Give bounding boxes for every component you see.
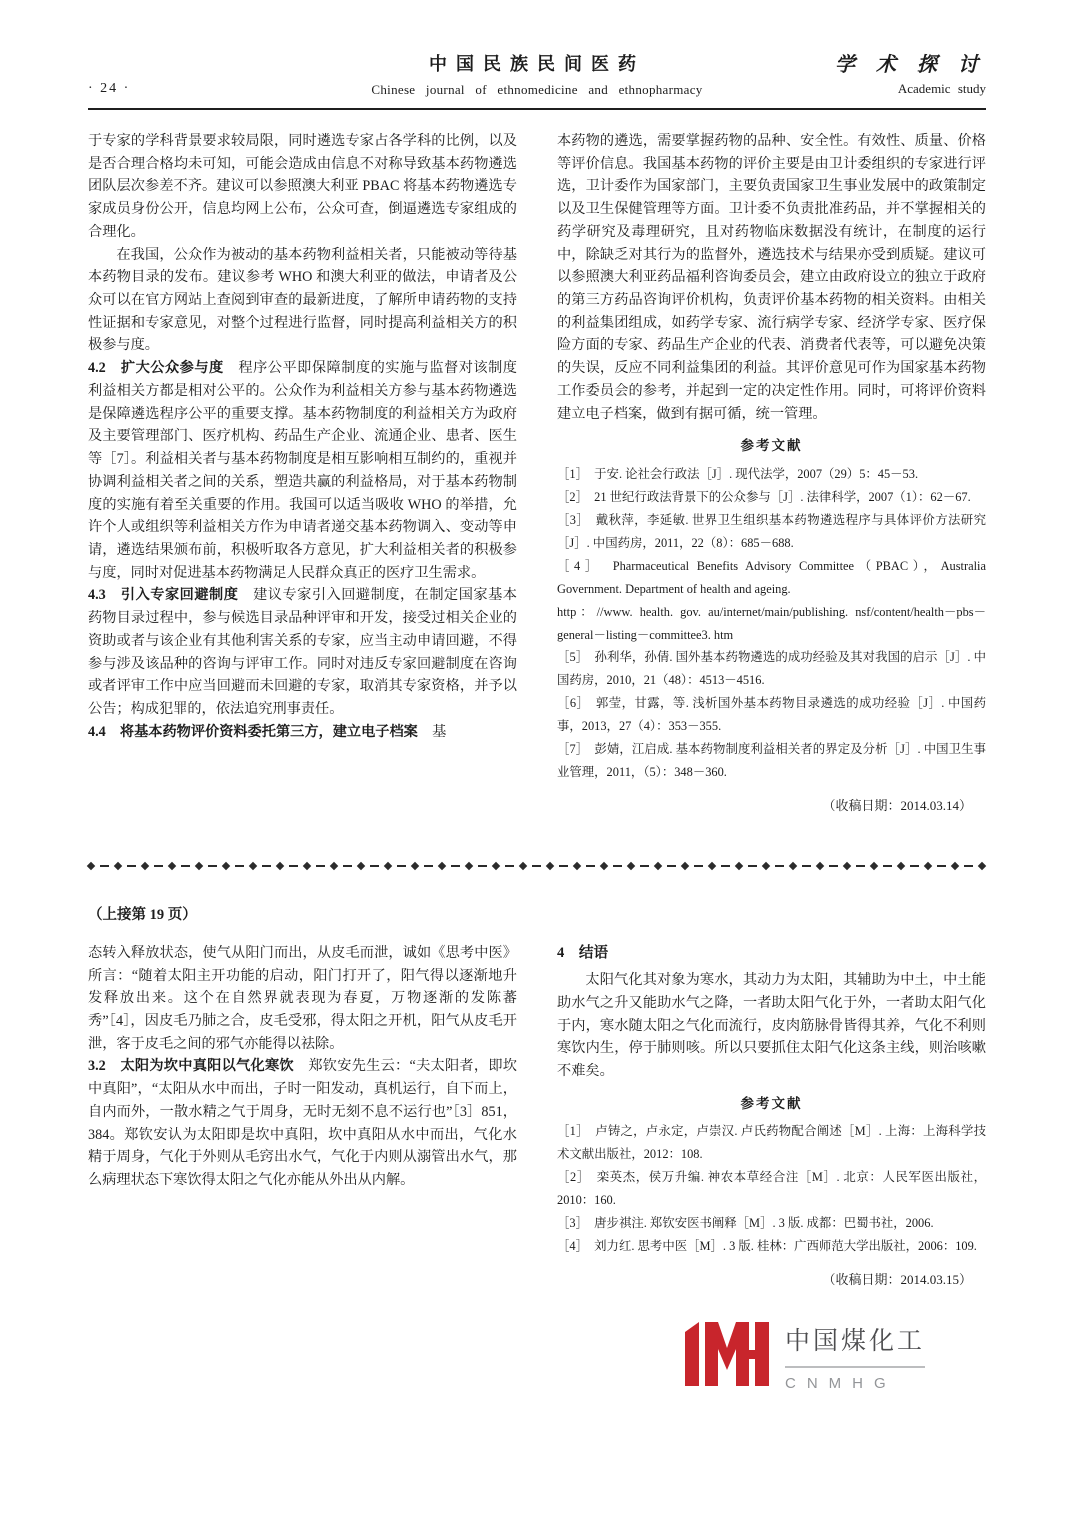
received-date: （收稿日期：2014.03.14） [822,798,972,814]
top-right-column [557,130,986,817]
section-heading: 3.2 太阳为坎中真阳以气化寒饮 [88,1058,294,1075]
received-date: （收稿日期：2014.03.15） [822,1272,972,1288]
bottom-left-column [88,942,517,1396]
cnmhg-logo-mark-icon [685,1322,769,1394]
references-title: 参考文献 [740,438,803,454]
top-right-paragraphs [557,130,986,425]
paragraph [88,130,517,244]
references-title: 参考文献 [740,1095,803,1111]
section-heading: 4.4 将基本药物评价资料委托第三方，建立电子档案 [88,723,418,740]
paragraph-text: 于专家的学科背景要求较局限，同时遴选专家占各学科的比例，以及是否合理合格均未可知，可能会造成由信息不对称导致基本药物遴选团队层次参差不齐。建议可以参照澳大利亚 PBAC 将基本药物遴选专家成员身份公开，信息均网上公布，公众可查，倒逼遴选专家组成的合理化。 [88,133,517,240]
paragraph [557,969,986,1083]
paragraph [88,244,517,358]
reference-item: ［3］ 唐步祺注. 郑钦安医书阐释［M］. 3 版. 成都：巴蜀书社，2006. [557,1216,934,1231]
paragraph-text: 在我国，公众作为被动的基本药物利益相关者，只能被动等待基本药物目录的发布。建议参考 WHO 和澳大利亚的做法，申请者及公众可以在官方网站上查阅到审查的最新进度，了解所申请药物的支持性证据和专家意见，对整个过程进行监督，同时提高利益相关方的积极参与度。 [88,246,517,354]
reference-item: ［5］ 孙利华，孙倩. 国外基本药物遴选的成功经验及其对我国的启示［J］. 中国药房，2010，21（48）：4513－4516. [557,650,986,688]
reference-item: ［2］ 21 世纪行政法背景下的公众参与［J］. 法律科学，2007（1）：62－67. [557,489,971,504]
references-list [557,1120,986,1258]
paragraph-text: 郑钦安先生云：“夫太阳者，即坎中真阳”，“太阳从水中而出，子时一阳发动，真机运行，自下而上，自内而外，一散水精之气于周身，无时无刻不息不运行也”［3］851，384。郑钦安认为太阳即是坎中真阳，坎中真阳从水中而出，气化水精于周身，气化于外则从毛窍出水气，气化于内则从溺管出水气，那么病理状态下寒饮得太阳之气化亦能从外出从内解。 [88,1058,517,1189]
top-article-columns [88,130,986,817]
reference-item: ［4］ Pharmaceutical Benefits Advisory Committee（PBAC），Australia Government. Department of health and ageing. [557,558,986,596]
reference-item: http：//www. health. gov. au/internet/main/publishing. nsf/content/health－pbs－general－listing－committee3. htm [557,604,986,642]
paragraph [88,942,517,1056]
reference-item: ［3］ 戴秋萍，李延敏. 世界卫生组织基本药物遴选程序与具体评价方法研究［J］. 中国药房，2011，22（8）：685－688. [557,512,986,550]
paragraph [88,721,517,744]
header-row-2 [88,81,986,99]
cnmhg-company-name-cn: 中国煤化工 [785,1321,925,1368]
page-header [88,50,986,110]
section-heading: 4.2 扩大公众参与度 [88,360,224,377]
cnmhg-company-name-en: CNMHG [785,1374,897,1392]
page-number: · 24 · [88,81,131,96]
bottom-right-column [557,942,986,1396]
column-title-cn: 学 术 探 讨 [835,54,986,76]
reference-item: ［2］ 栾英杰，侯万升编. 神农本草经合注［M］. 北京：人民军医出版社，2010：160. [557,1170,986,1208]
reference-item: ［6］ 郭莹，甘露，等. 浅析国外基本药物目录遴选的成功经验［J］. 中国药事，2013，27（4）：353－355. [557,696,986,734]
cnmhg-logo-text [785,1321,925,1396]
header-row-1 [88,50,986,76]
section-heading: 4.3 引入专家回避制度 [88,587,239,604]
bottom-right-paragraphs [557,969,986,1083]
paragraph-text: 基 [417,723,447,740]
bottom-article-columns [88,942,986,1396]
paragraph-text: 本药物的遴选，需要掌握药物的品种、安全性。有效性、质量、价格等评价信息。我国基本药物的评价主要是由卫计委组织的专家进行评选，卫计委作为国家部门，主要负责国家卫生事业发展中的政策制定以及卫生保健管理等方面。卫计委不负责批准药品，并不掌握相关的药学研究及毒理研究，且对药物临床数据没有统计，在制度的运行中，除缺乏对其行为的监督外，遴选技术与结果亦受到质疑。建议可以参照澳大利亚药品福利咨询委员会，建立由政府设立的独立于政府的第三方药品咨询评价机构，负责评价基本药物的相关资料。由相关的利益集团组成，如药学专家、流行病学专家、经济学专家、医疗保险方面的专家、药品生产企业的代表、消费者代表等，可以避免决策的失误，反应不同利益集团的利益。其评价意见可作为国家基本药物工作委员会的参考，并起到一定的决定性作用。同时，可将评价资料建立电子档案，做到有据可循，统一管理。 [557,133,986,422]
top-left-column [88,130,517,817]
paragraph [88,357,517,584]
continued-from-note: （上接第 19 页） [88,906,197,923]
reference-item: ［4］ 刘力红. 思考中医［M］. 3 版. 桂林：广西师范大学出版社，2006：109. [557,1239,977,1254]
paragraph-text: 态转入释放状态，使气从阳门而出，从皮毛而泄，诚如《思考中医》所言：“随着太阳主开功能的启动，阳门打开了，阳气得以逐渐地升发释放出来。这个在自然界就表现为春夏，万物逐渐的发陈蕃秀”［4］，因皮毛乃肺之合，皮毛受邪，得太阳之开机，阳气从皮毛开泄，客于皮毛之间的邪气亦能得以祛除。 [88,944,517,1052]
column-title-en: Academic study [897,81,986,96]
ornament-divider [88,863,986,869]
paragraph [557,130,986,425]
journal-title-cn: 中国民族民间医药 [429,54,645,74]
reference-item: ［1］ 卢铸之，卢永定，卢崇汉. 卢氏药物配合阐述［M］. 上海：上海科学技术文献出版社，2012：108. [557,1124,986,1162]
paragraph-text: 太阳气化其对象为寒水，其动力为太阳，其辅助为中土，中土能助水气之升又能助水气之降，一者助太阳气化于外，一者助太阳气化于内，寒水随太阳之气化而流行，皮肉筋脉骨皆得其养，气化不利则寒饮内生，停于肺则咳。所以只要抓住太阳气化这条主线，则治咳嗽不难矣。 [557,972,986,1080]
paragraph [88,1055,517,1191]
cnmhg-logo [685,1321,986,1396]
paragraph-text: 程序公平即保障制度的实施与监督对该制度利益相关方都是相对公平的。公众作为利益相关方参与基本药物遴选是保障遴选程序公平的重要支撑。基本药物制度的利益相关方为政府及主要管理部门、医疗机构、药品生产企业、流通企业、患者、医生等［7］。利益相关者与基本药物制度是相互影响相互制约的，重视并协调利益相关者之间的关系，塑造共赢的利益格局，对于基本药物制度的实施有着至关重要的作用。我国可以适当吸收 WHO 的举措，允许个人或组织等利益相关方作为申请者递交基本药物调入、变动等申请，遴选结果颁布前，积极听取各方意见，扩大利益相关者的积极参与度，同时对促进基本药物满足人民群众真正的医疗卫生需求。 [88,360,517,581]
references-list [557,463,986,784]
reference-item: ［1］ 于安. 论社会行政法［J］. 现代法学，2007（29）5：45－53. [557,466,919,481]
conclusion-heading: 4 结语 [557,944,609,961]
paragraph [88,584,517,720]
journal-title-en: Chinese journal of ethnomedicine and ethnopharmacy [371,82,703,97]
reference-item: ［7］ 彭婧，江启成. 基本药物制度利益相关者的界定及分析［J］. 中国卫生事业管理，2011，（5）：348－360. [557,742,986,780]
paragraph-text: 建议专家引入回避制度，在制定国家基本药物目录过程中，参与候选目录品种评审和开发，接受过相关企业的资助或者与该企业有其他利害关系的专家，应当主动申请回避，不得参与涉及该品种的咨询与评审工作。同时对违反专家回避制度在咨询或者评审工作中应当回避而未回避的专家，取消其专家资格，并予以公告；构成犯罪的，依法追究刑事责任。 [88,587,517,717]
